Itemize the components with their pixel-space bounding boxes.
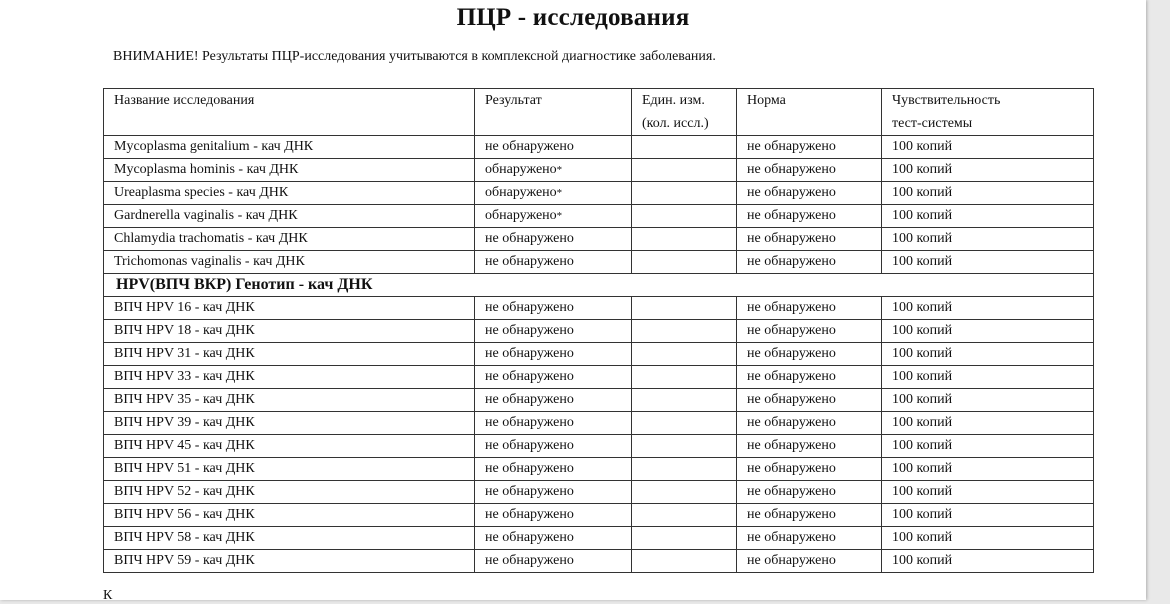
cell-test-name: ВПЧ HPV 58 - кач ДНК [104,527,475,550]
cell-unit [632,366,737,389]
cell-test-name: ВПЧ HPV 18 - кач ДНК [104,320,475,343]
result-text: не обнаружено [485,300,574,315]
result-text: не обнаружено [485,415,574,430]
cell-test-name: ВПЧ HPV 52 - кач ДНК [104,481,475,504]
cell-test-name: Mycoplasma hominis - кач ДНК [104,159,475,182]
result-marker: * [556,187,563,199]
result-text: не обнаружено [485,484,574,499]
cell-sensitivity: 100 копий [882,504,1094,527]
cell-unit [632,550,737,573]
cell-norm: не обнаружено [737,550,882,573]
cell-result [475,435,632,458]
cell-sensitivity: 100 копий [882,182,1094,205]
cell-sensitivity: 100 копий [882,527,1094,550]
cell-norm: не обнаружено [737,527,882,550]
cell-test-name: ВПЧ HPV 31 - кач ДНК [104,343,475,366]
cell-unit [632,389,737,412]
cell-sensitivity: 100 копий [882,435,1094,458]
cell-sensitivity: 100 копий [882,343,1094,366]
cell-norm: не обнаружено [737,458,882,481]
results-table [103,88,1094,573]
header-norm: Норма [737,89,882,136]
cell-norm: не обнаружено [737,343,882,366]
cell-result [475,412,632,435]
cell-result [475,205,632,228]
cell-unit [632,435,737,458]
cell-norm: не обнаружено [737,481,882,504]
cell-test-name: ВПЧ HPV 45 - кач ДНК [104,435,475,458]
cell-norm: не обнаружено [737,366,882,389]
table-row [104,297,1094,320]
table-row [104,389,1094,412]
result-text: не обнаружено [485,254,574,269]
cell-result [475,504,632,527]
result-text: обнаружено [485,208,557,223]
cell-result [475,251,632,274]
table-row [104,251,1094,274]
cell-norm: не обнаружено [737,412,882,435]
table-row [104,550,1094,573]
cell-result [475,297,632,320]
cell-unit [632,182,737,205]
cell-result [475,320,632,343]
cell-test-name: Gardnerella vaginalis - кач ДНК [104,205,475,228]
cell-sensitivity: 100 копий [882,159,1094,182]
table-row [104,527,1094,550]
cell-result [475,228,632,251]
result-text: не обнаружено [485,530,574,545]
cell-unit [632,481,737,504]
cell-result [475,458,632,481]
section-title: HPV(ВПЧ ВКР) Генотип - кач ДНК [104,274,1094,297]
table-row [104,320,1094,343]
cell-result [475,159,632,182]
cell-result [475,550,632,573]
cell-norm: не обнаружено [737,159,882,182]
cell-test-name: ВПЧ HPV 39 - кач ДНК [104,412,475,435]
table-row [104,435,1094,458]
cell-result [475,481,632,504]
cell-sensitivity: 100 копий [882,481,1094,504]
result-marker: * [556,164,563,176]
result-text: не обнаружено [485,438,574,453]
cell-unit [632,320,737,343]
cell-unit [632,159,737,182]
cell-unit [632,458,737,481]
cell-unit [632,228,737,251]
cell-norm: не обнаружено [737,297,882,320]
result-text: обнаружено [485,185,557,200]
cell-result [475,366,632,389]
cell-test-name: ВПЧ HPV 33 - кач ДНК [104,366,475,389]
cell-sensitivity: 100 копий [882,297,1094,320]
cell-norm: не обнаружено [737,205,882,228]
cell-sensitivity: 100 копий [882,205,1094,228]
cell-sensitivity: 100 копий [882,366,1094,389]
cell-unit [632,205,737,228]
cell-norm: не обнаружено [737,182,882,205]
cell-sensitivity: 100 копий [882,251,1094,274]
table-row [104,159,1094,182]
cell-unit [632,136,737,159]
cell-test-name: Trichomonas vaginalis - кач ДНК [104,251,475,274]
cell-sensitivity: 100 копий [882,320,1094,343]
result-text: не обнаружено [485,231,574,246]
cell-sensitivity: 100 копий [882,458,1094,481]
cell-test-name: ВПЧ HPV 35 - кач ДНК [104,389,475,412]
result-marker: * [556,210,563,222]
cell-test-name: Chlamydia trachomatis - кач ДНК [104,228,475,251]
cell-unit [632,412,737,435]
cell-result [475,527,632,550]
cell-sensitivity: 100 копий [882,228,1094,251]
result-text: не обнаружено [485,369,574,384]
table-row [104,343,1094,366]
result-text: не обнаружено [485,323,574,338]
table-row [104,136,1094,159]
cell-result [475,389,632,412]
cell-test-name: ВПЧ HPV 56 - кач ДНК [104,504,475,527]
page-title: ПЦР - исследования [456,4,690,31]
cell-test-name: ВПЧ HPV 59 - кач ДНК [104,550,475,573]
table-row [104,458,1094,481]
header-unit: Един. изм. (кол. иссл.) [632,89,737,136]
cell-norm: не обнаружено [737,389,882,412]
cell-norm: не обнаружено [737,136,882,159]
cell-norm: не обнаружено [737,228,882,251]
cell-unit [632,343,737,366]
result-text: обнаружено [485,162,557,177]
table-row [104,205,1094,228]
cell-sensitivity: 100 копий [882,412,1094,435]
cell-unit [632,251,737,274]
result-text: не обнаружено [485,346,574,361]
header-name: Название исследования [104,89,475,136]
cell-unit [632,527,737,550]
footer-text-fragment: К [103,588,113,603]
table-row [104,228,1094,251]
cell-result [475,343,632,366]
cell-norm: не обнаружено [737,251,882,274]
cell-norm: не обнаружено [737,435,882,458]
cell-sensitivity: 100 копий [882,136,1094,159]
cell-norm: не обнаружено [737,504,882,527]
result-text: не обнаружено [485,553,574,568]
header-sensitivity: Чувствительность тест-системы [882,89,1094,136]
table-row [104,366,1094,389]
notice-text: ВНИМАНИЕ! Результаты ПЦР-исследования учитываются в комплексной диагностике заболевания. [113,49,716,64]
cell-test-name: ВПЧ HPV 16 - кач ДНК [104,297,475,320]
table-row [104,481,1094,504]
cell-result [475,136,632,159]
section-row [104,274,1094,297]
cell-unit [632,504,737,527]
table-row [104,504,1094,527]
cell-result [475,182,632,205]
result-text: не обнаружено [485,507,574,522]
cell-sensitivity: 100 копий [882,389,1094,412]
result-text: не обнаружено [485,461,574,476]
table-row [104,412,1094,435]
cell-sensitivity: 100 копий [882,550,1094,573]
table-row [104,182,1094,205]
cell-test-name: Mycoplasma genitalium - кач ДНК [104,136,475,159]
cell-norm: не обнаружено [737,320,882,343]
cell-unit [632,297,737,320]
table-header-row [104,89,1094,136]
cell-test-name: ВПЧ HPV 51 - кач ДНК [104,458,475,481]
result-text: не обнаружено [485,392,574,407]
cell-test-name: Ureaplasma species - кач ДНК [104,182,475,205]
result-text: не обнаружено [485,139,574,154]
header-result: Результат [475,89,632,136]
